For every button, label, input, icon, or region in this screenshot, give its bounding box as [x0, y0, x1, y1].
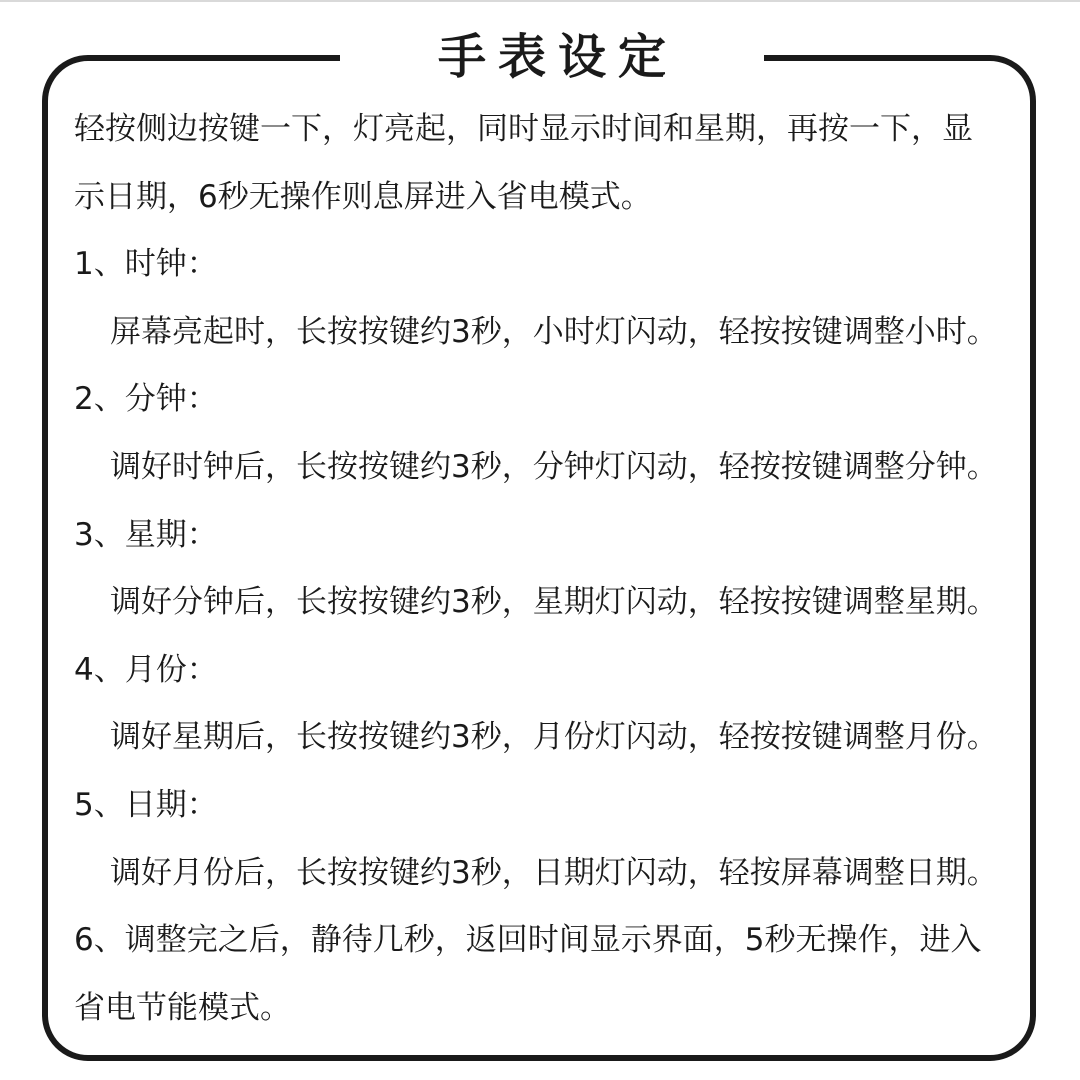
- step-detail-month: 调好星期后，长按按键约3秒，月份灯闪动，轻按按键调整月份。: [110, 719, 998, 756]
- step-detail-minute: 调好时钟后，长按按键约3秒，分钟灯闪动，轻按按键调整分钟。: [110, 448, 998, 485]
- step-heading-minute: 2、分钟：: [74, 381, 218, 418]
- intro-line-2: 示日期，6秒无操作则息屏进入省电模式。: [74, 178, 652, 215]
- step-heading-clock: 1、时钟：: [74, 246, 218, 283]
- step-detail-weekday: 调好分钟后，长按按键约3秒，星期灯闪动，轻按按键调整星期。: [110, 584, 998, 621]
- step-detail-clock: 屏幕亮起时，长按按键约3秒，小时灯闪动，轻按按键调整小时。: [110, 313, 998, 350]
- title-container: [340, 22, 764, 92]
- page-title: 手表设定: [437, 29, 678, 85]
- intro-line-1: 轻按侧边按键一下，灯亮起，同时显示时间和星期，再按一下，显: [74, 111, 973, 147]
- final-line-1: 6、调整完之后，静待几秒，返回时间显示界面，5秒无操作，进入: [74, 922, 982, 959]
- step-detail-date: 调好月份后，长按按键约3秒，日期灯闪动，轻按屏幕调整日期。: [110, 854, 998, 891]
- step-heading-month: 4、月份：: [74, 651, 218, 688]
- instruction-content: [74, 96, 1014, 1042]
- top-divider: [0, 0, 1080, 2]
- step-heading-date: 5、日期：: [74, 786, 218, 823]
- step-heading-weekday: 3、星期：: [74, 516, 218, 553]
- final-line-2: 省电节能模式。: [74, 989, 291, 1026]
